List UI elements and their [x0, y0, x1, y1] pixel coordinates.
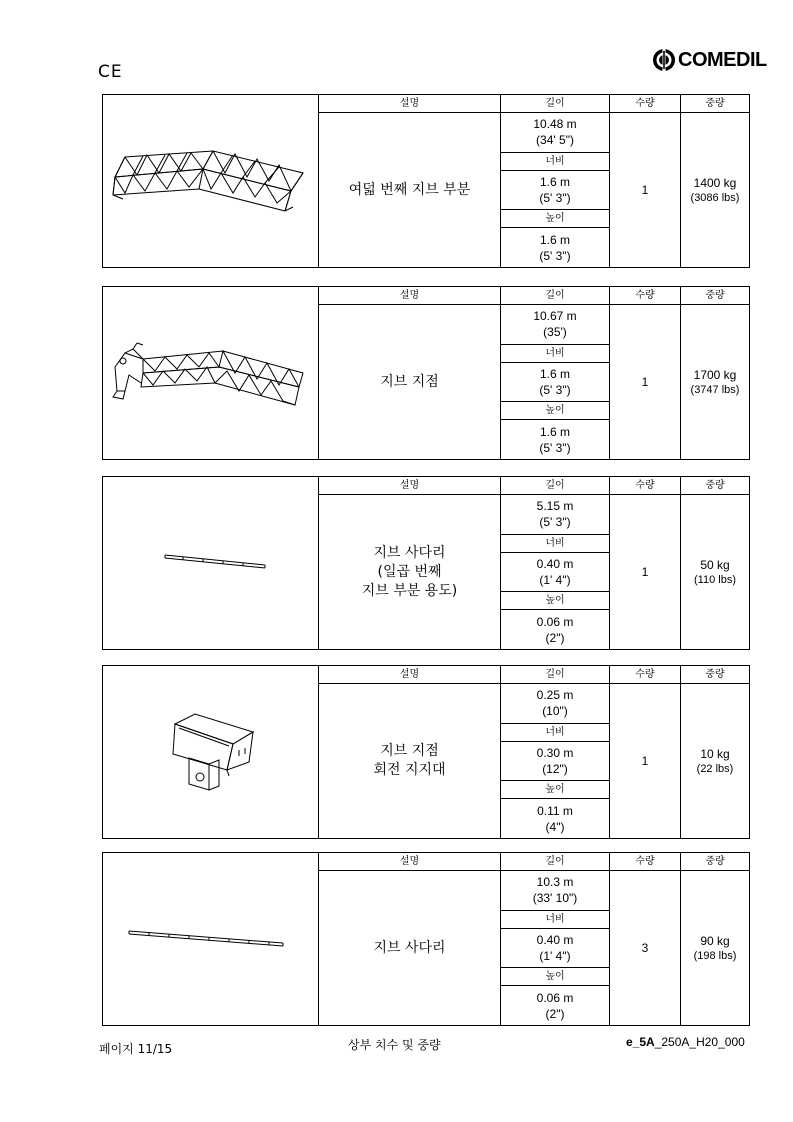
width-label: 너비 — [501, 344, 609, 363]
comedil-logo — [652, 47, 780, 73]
length-value: 10.3 m (33' 10") — [532, 875, 578, 906]
header-quantity: 수량 — [610, 853, 680, 871]
width-value: 0.40 m (1' 4") — [536, 557, 574, 587]
height-value: 0.06 m (2") — [536, 614, 574, 645]
item-block-4 — [102, 665, 750, 839]
logo-text: COMEDIL — [678, 49, 767, 71]
header-description: 설명 — [319, 287, 500, 305]
length-value: 5.15 m (5' 3") — [536, 499, 574, 530]
quantity-value: 1 — [641, 375, 649, 389]
quantity-value: 1 — [641, 183, 649, 197]
width-value: 1.6 m (5' 3") — [539, 175, 571, 205]
quantity-value: 1 — [641, 565, 649, 579]
header-description: 설명 — [319, 477, 500, 495]
height-label: 높이 — [501, 780, 609, 799]
width-label: 너비 — [501, 534, 609, 553]
length-value: 10.67 m (35') — [533, 309, 577, 340]
header-description: 설명 — [319, 666, 500, 684]
footer-title: 상부 치수 및 중량 — [348, 1038, 441, 1052]
length-value: 0.25 m (10") — [536, 688, 574, 719]
header-quantity: 수량 — [610, 287, 680, 305]
header-length: 길이 — [501, 287, 609, 305]
header-length: 길이 — [501, 95, 609, 113]
comedil-logo-icon — [652, 48, 676, 72]
header-description: 설명 — [319, 95, 500, 113]
page-number: 페이지 11/15 — [99, 1042, 173, 1056]
height-value: 0.11 m (4") — [537, 803, 573, 834]
short-ladder-icon — [103, 477, 319, 649]
quantity-value: 3 — [641, 941, 649, 955]
header-length: 길이 — [501, 477, 609, 495]
item-block-2 — [102, 286, 750, 460]
jib-foot-icon — [103, 287, 319, 459]
width-label: 너비 — [501, 723, 609, 742]
header-length: 길이 — [501, 666, 609, 684]
jib-section-icon — [103, 95, 319, 267]
weight-value: 90 kg (198 lbs) — [693, 934, 737, 962]
item-description: 지브 지점 — [380, 373, 439, 390]
weight-value: 1400 kg (3086 lbs) — [690, 176, 740, 204]
weight-value: 10 kg (22 lbs) — [696, 747, 734, 775]
document-code: e_5A_250A_H20_000 — [626, 1035, 745, 1049]
item-description: 여덟 번째 지브 부분 — [348, 181, 471, 198]
header-quantity: 수량 — [610, 477, 680, 495]
height-value: 1.6 m (5' 3") — [539, 232, 571, 263]
header-weight: 중량 — [681, 477, 749, 495]
header-quantity: 수량 — [610, 666, 680, 684]
item-description: 지브 지점 회전 지지대 — [373, 743, 446, 778]
header-quantity: 수량 — [610, 95, 680, 113]
width-label: 너비 — [501, 910, 609, 929]
height-label: 높이 — [501, 967, 609, 986]
height-label: 높이 — [501, 209, 609, 228]
header-description: 설명 — [319, 853, 500, 871]
item-block-1 — [102, 94, 750, 268]
item-block-5 — [102, 852, 750, 1026]
quantity-value: 1 — [641, 754, 649, 768]
weight-value: 1700 kg (3747 lbs) — [690, 368, 740, 396]
header-weight: 중량 — [681, 287, 749, 305]
length-value: 10.48 m (34' 5") — [533, 117, 577, 148]
header-weight: 중량 — [681, 666, 749, 684]
height-label: 높이 — [501, 401, 609, 420]
item-description: 지브 사다리 (일곱 번째 지브 부분 용도) — [361, 544, 458, 599]
header-weight: 중량 — [681, 853, 749, 871]
width-value: 0.40 m (1' 4") — [536, 933, 574, 963]
width-label: 너비 — [501, 152, 609, 171]
height-value: 1.6 m (5' 3") — [539, 424, 571, 455]
item-block-3 — [102, 476, 750, 650]
width-value: 0.30 m (12") — [536, 746, 574, 776]
header-weight: 중량 — [681, 95, 749, 113]
long-ladder-icon — [103, 853, 319, 1025]
weight-value: 50 kg (110 lbs) — [694, 558, 736, 586]
item-description: 지브 사다리 — [373, 939, 446, 956]
pivot-support-icon — [103, 666, 319, 838]
height-value: 0.06 m (2") — [536, 990, 574, 1021]
ce-mark: CE — [98, 62, 123, 82]
height-label: 높이 — [501, 591, 609, 610]
header-length: 길이 — [501, 853, 609, 871]
width-value: 1.6 m (5' 3") — [539, 367, 571, 397]
